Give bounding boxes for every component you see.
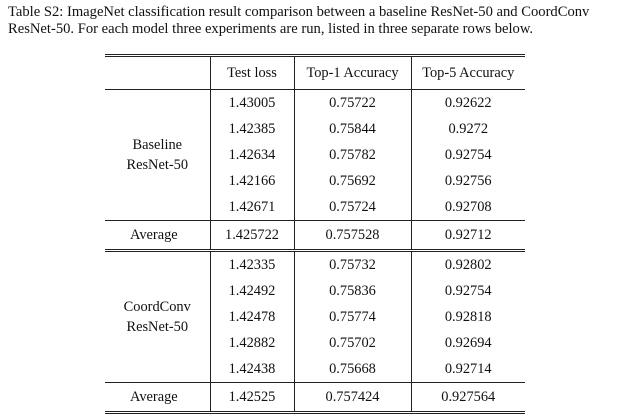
cell-test-loss: 1.43005 (210, 90, 294, 117)
cell-test-loss: 1.42385 (210, 116, 294, 142)
cell-test-loss: 1.42671 (210, 194, 294, 221)
cell-test-loss: 1.42492 (210, 278, 294, 304)
cell-top1: 0.75668 (294, 356, 411, 383)
average-top1: 0.757424 (294, 383, 411, 413)
group-label-coordconv (105, 251, 210, 383)
cell-test-loss: 1.42166 (210, 168, 294, 194)
cell-top5: 0.92754 (411, 142, 525, 168)
header-empty (105, 56, 210, 90)
group-label-line: CoordConv (123, 299, 191, 315)
header-top5-accuracy: Top-5 Accuracy (411, 56, 525, 90)
cell-test-loss: 1.42335 (210, 251, 294, 279)
average-row-baseline (105, 221, 525, 251)
cell-test-loss: 1.42634 (210, 142, 294, 168)
cell-top5: 0.92818 (411, 304, 525, 330)
table-caption: Table S2: ImageNet classification result comparison between a baseline ResNet-50 and CoordConv ResNet-50. For each model three experiments are run, listed in three separate rows below. (8, 4, 590, 37)
cell-top5: 0.92754 (411, 278, 525, 304)
average-top5: 0.92712 (411, 221, 525, 251)
group-label-line: ResNet-50 (126, 157, 189, 173)
cell-top1: 0.75732 (294, 251, 411, 279)
results-table (105, 54, 525, 414)
cell-top5: 0.92802 (411, 251, 525, 279)
average-test-loss: 1.425722 (210, 221, 294, 251)
average-label: Average (105, 383, 210, 413)
average-label: Average (105, 221, 210, 251)
cell-top1: 0.75782 (294, 142, 411, 168)
cell-top5: 0.9272 (411, 116, 525, 142)
table-row (105, 251, 525, 279)
cell-top1: 0.75692 (294, 168, 411, 194)
cell-top1: 0.75724 (294, 194, 411, 221)
cell-test-loss: 1.42478 (210, 304, 294, 330)
group-label-line: ResNet-50 (126, 319, 189, 335)
average-test-loss: 1.42525 (210, 383, 294, 413)
cell-top5: 0.92708 (411, 194, 525, 221)
cell-test-loss: 1.42438 (210, 356, 294, 383)
header-top1-accuracy: Top-1 Accuracy (294, 56, 411, 90)
table-row (105, 90, 525, 117)
average-top5: 0.927564 (411, 383, 525, 413)
cell-top1: 0.75722 (294, 90, 411, 117)
header-row (105, 56, 525, 90)
cell-top1: 0.75844 (294, 116, 411, 142)
average-top1: 0.757528 (294, 221, 411, 251)
group-label-baseline (105, 90, 210, 221)
header-test-loss: Test loss (210, 56, 294, 90)
cell-top5: 0.92756 (411, 168, 525, 194)
cell-top1: 0.75774 (294, 304, 411, 330)
cell-top5: 0.92694 (411, 330, 525, 356)
cell-top5: 0.92622 (411, 90, 525, 117)
cell-top1: 0.75702 (294, 330, 411, 356)
cell-test-loss: 1.42882 (210, 330, 294, 356)
cell-top1: 0.75836 (294, 278, 411, 304)
cell-top5: 0.92714 (411, 356, 525, 383)
group-label-line: Baseline (132, 137, 183, 153)
average-row-coordconv (105, 383, 525, 413)
